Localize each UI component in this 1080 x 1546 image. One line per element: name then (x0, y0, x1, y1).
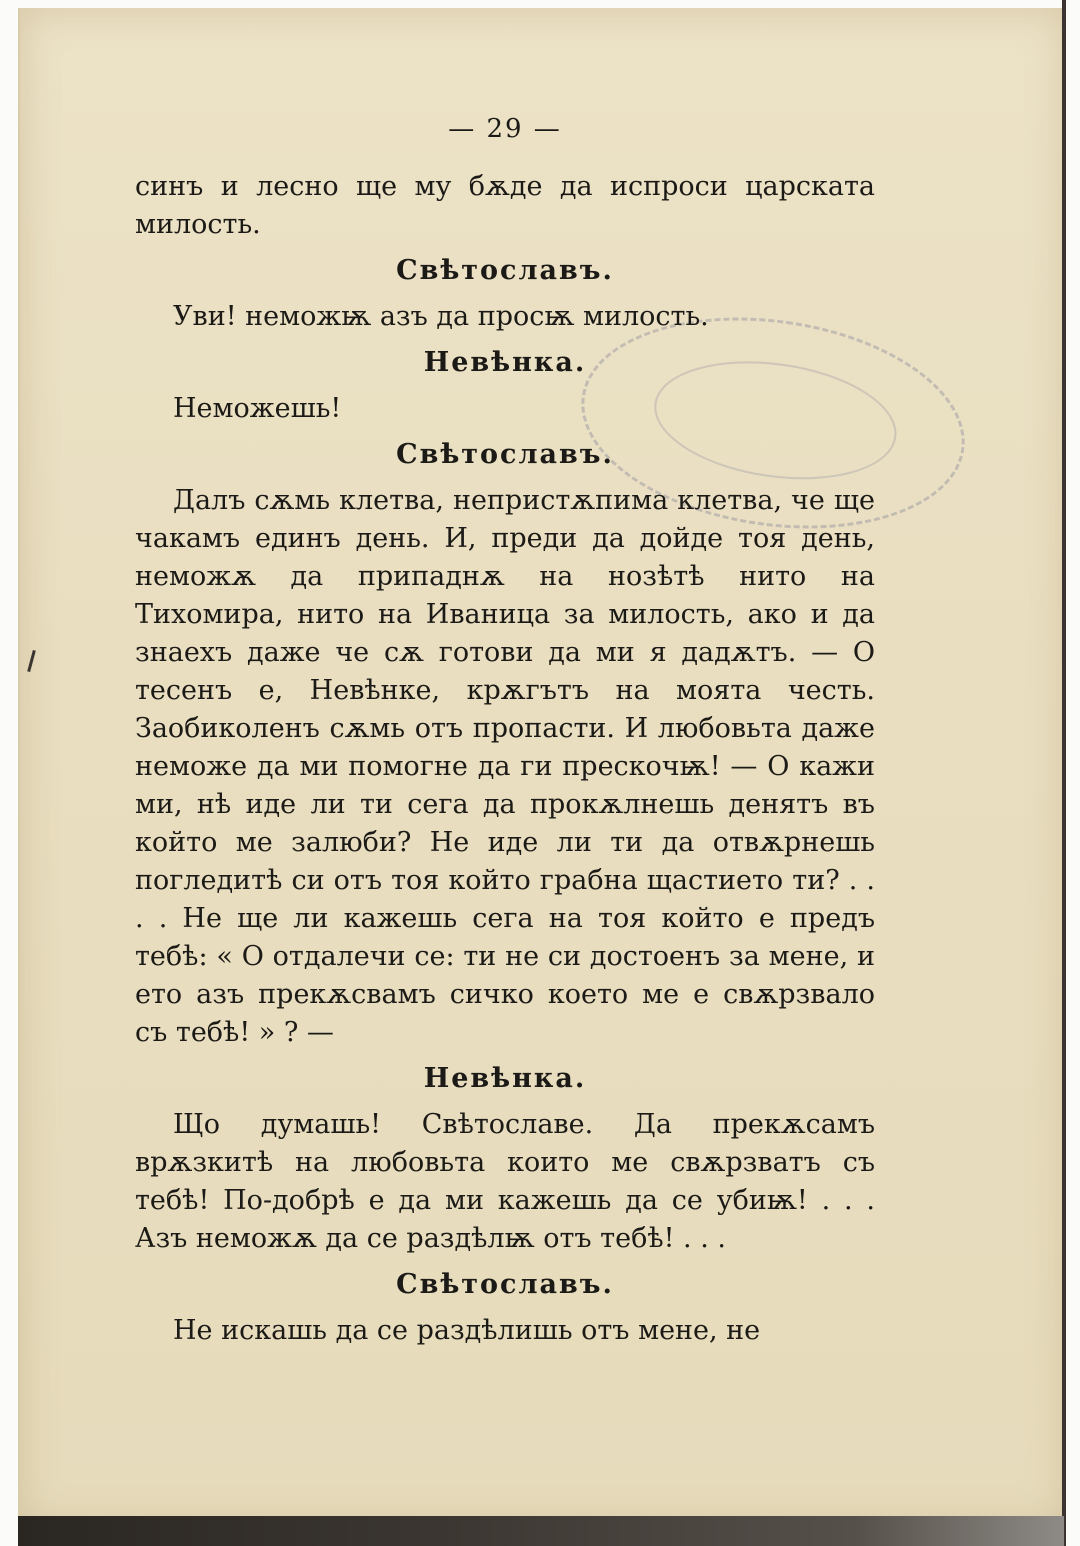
speaker-heading: Свѣтославъ. (396, 255, 614, 286)
page-text (135, 110, 875, 1350)
speaker-heading: Невѣнка. (423, 347, 587, 378)
paragraph: синъ и лесно ще му бѫде да испроси царската милость. (135, 171, 875, 240)
paragraph: Не искашь да се раздѣлишь отъ мене, не (173, 1315, 761, 1346)
paragraph: Неможешь! (173, 393, 342, 424)
speaker-heading: Свѣтославъ. (396, 1269, 614, 1300)
speaker-heading: Свѣтославъ. (396, 439, 614, 470)
paragraph: Уви! неможѭ азъ да просѭ милость. (173, 301, 709, 332)
speaker-heading: Невѣнка. (423, 1063, 587, 1094)
page-binding-edge (1062, 0, 1066, 1546)
paragraph: Що думашь! Свѣтославе. Да прекѫсамъ врѫзкитѣ на любовьта които ме свѫрзватъ съ тебѣ! По-добрѣ е да ми кажешь да се убиѭ! . . . Азъ неможѫ да се раздѣлѭ отъ тебѣ! . . . (135, 1109, 875, 1254)
scan-bottom-band (18, 1516, 1064, 1546)
page-number: — 29 — (448, 114, 562, 144)
paragraph: Далъ сѫмь клетва, непристѫпима клетва, че ще чакамъ единъ день. И, преди да дойде тоя день, неможѫ да припаднѫ на нозѣтѣ нито на Тихомира, нито на Иваница за милость, ако и да знаехъ даже че сѫ готови да ми я дадѫтъ. — О тесенъ е, Невѣнке, крѫгътъ на моята честь. Заобиколенъ сѫмь отъ пропасти. И любовьта даже неможе да ми помогне да ги прескочѭ! — О кажи ми, нѣ иде ли ти сега да прокѫлнешь денятъ въ който ме залюби? Не иде ли ти да отвѫрнешь погледитѣ си отъ тоя който грабна щастието ти? . . . . Не ще ли кажешь сега на тоя който е предъ тебѣ: « О отдалечи се: ти не си достоенъ за мене, и ето азъ прекѫсвамъ сичко което ме е свѫрзвало съ тебѣ! » ? — (135, 485, 875, 1048)
